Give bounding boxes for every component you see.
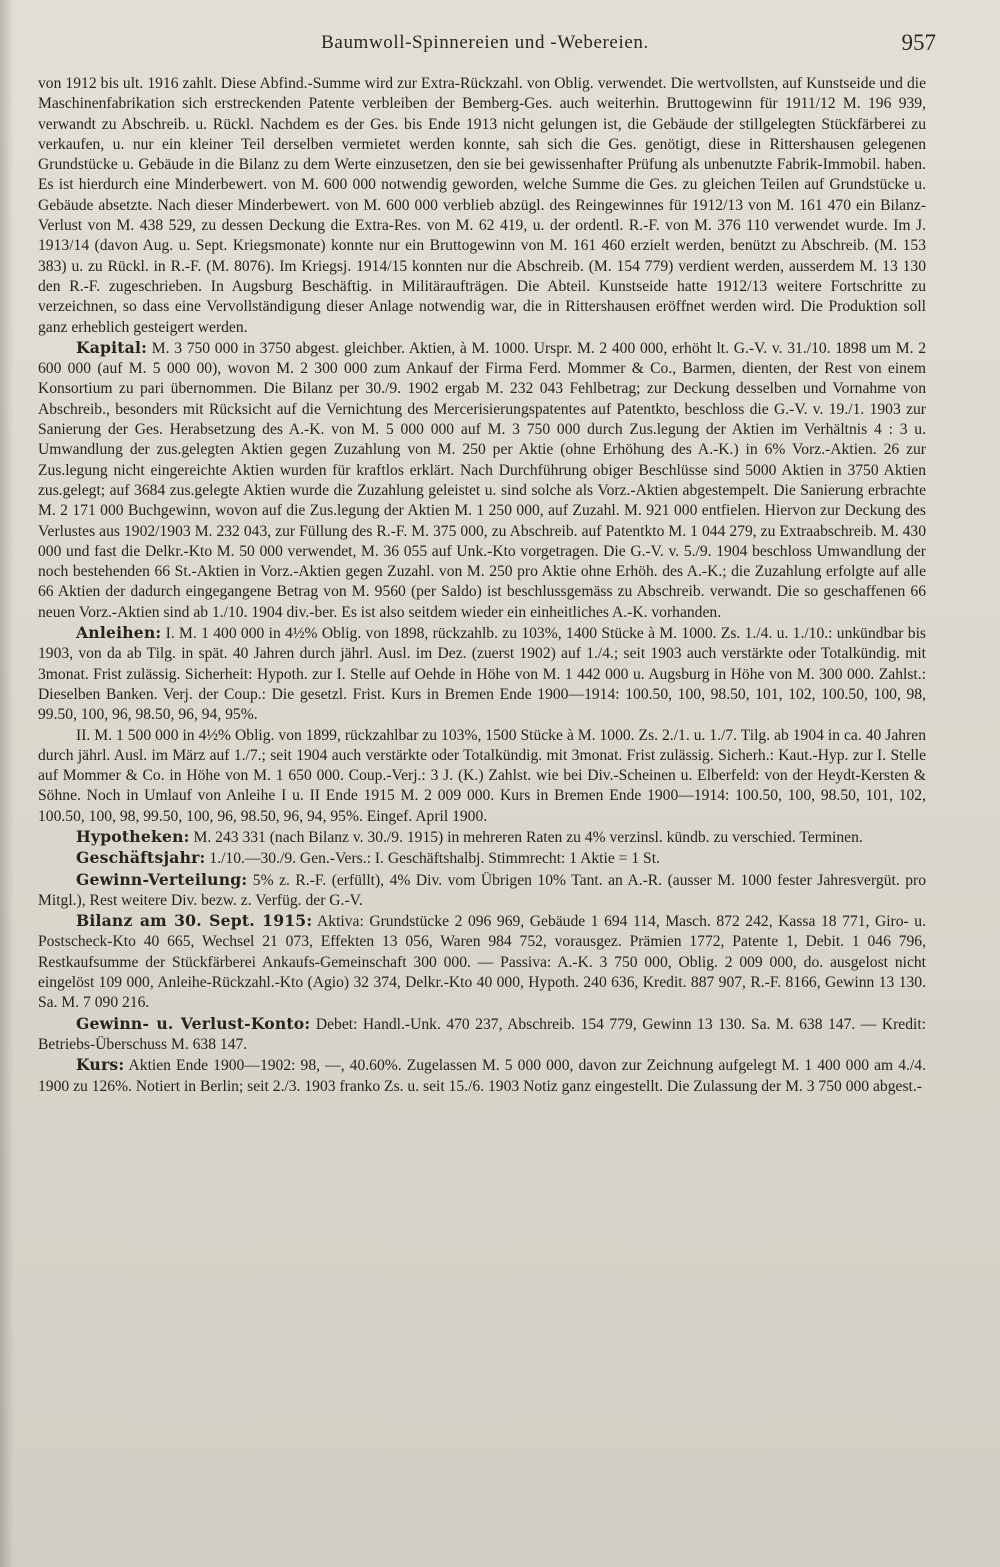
- paragraph-lead: Geschäftsjahr:: [76, 848, 206, 868]
- paragraph-lead: Gewinn-Verteilung:: [76, 869, 248, 889]
- paragraph-text: Debet: Handl.-Unk. 470 237, Abschreib. 154 779, Gewinn 13 130. Sa. M. 638 147. — Kredit: Betriebs-Überschuss M. 638 147.: [38, 1015, 926, 1053]
- paragraph-gewinn-verlust: [38, 1014, 926, 1056]
- paragraph-kapital: [38, 338, 926, 623]
- paragraph-text: von 1912 bis ult. 1916 zahlt. Diese Abfind.-Summe wird zur Extra-Rückzahl. von Oblig. verwendet. Die wertvollsten, auf Kunstseide und die Maschinenfabrikation sich erstreckenden Patente verbleiben der Bemberg-Ges. auch weiterhin. Bruttogewinn für 1911/12 M. 196 939, verwandt zu Abschreib. u. Rückl. Nachdem es der Ges. bis Ende 1913 nicht gelungen ist, die Gebäude der stillgelegten Stückfärberei zu verkaufen, u. nur ein kleiner Teil derselben vermietet werden konnte, sah sich die Ges. genötigt, diese in Rittershausen gelegenen Grundstücke u. Gebäude in die Bilanz zu dem Werte einzusetzen, den sie bei gewissenhafter Prüfung als unbenutzte Fabrik-Immobil. haben. Es ist hierdurch eine Minderbewert. von M. 600 000 notwendig geworden, welche Summe die Ges. zu gleichen Teilen auf Grundstücke u. Gebäude absetzte. Nach dieser Minderbewert. von M. 600 000 verblieb abzügl. des Reingewinnes für 1912/13 von M. 161 470 ein Bilanz-Verlust von M. 438 529, zu dessen Deckung die Extra-Res. von M. 62 419, u. der ordentl. R.-F. von M. 376 110 verwendet wurde. Im J. 1913/14 (davon Aug. u. Sept. Kriegsmonate) konnte nur ein Bruttogewinn von M. 161 460 erzielt werden, benützt zu Abschreib. (M. 153 383) u. zu Rückl. in R.-F. (M. 8076). Im Kriegsj. 1914/15 konnten nur die Abschreib. (M. 154 779) verdient werden, ausserdem M. 13 130 den R.-F. zugeschrieben. In Augsburg Beschäftig. in Militäraufträgen. Die Abteil. Kunstseide hatte 1912/13 weitere Fortschritte zu verzeichnen, so dass eine Vervollständigung dieser Anlage notwendig war, die in Rittershausen eröffnet werden wird. Die Produktion soll ganz erheblich gesteigert werden.: [38, 75, 926, 336]
- paragraph-text: 1./10.—30./9. Gen.-Vers.: I. Geschäftshalbj. Stimmrecht: 1 Aktie = 1 St.: [205, 850, 660, 868]
- paragraph-hypotheken: [38, 827, 926, 848]
- paragraph-gewinn-verteilung: [38, 870, 926, 912]
- paragraph-text: Aktien Ende 1900—1902: 98, —, 40.60%. Zugelassen M. 5 000 000, davon zur Zeichnung aufgelegt M. 1 400 000 am 4./4. 1900 zu 126%. Notiert in Berlin; seit 2./3. 1903 franko Zs. u. seit 15./6. 1903 Notiz ganz eingestellt. Die Zulassung der M. 3 750 000 abgest.-: [38, 1057, 926, 1095]
- page-header: [34, 24, 936, 64]
- paragraph-kurs: [38, 1055, 926, 1097]
- paragraph-lead: Kurs:: [76, 1055, 125, 1075]
- paragraph-anleihe-ii: [38, 726, 926, 827]
- paragraph-bilanz: [38, 911, 926, 1013]
- running-title: Baumwoll-Spinnereien und -Webereien.: [321, 32, 649, 53]
- paragraph-lead: Gewinn- u. Verlust-Konto:: [76, 1013, 311, 1033]
- paragraph-anleihen: [38, 623, 926, 725]
- paragraph-text: 5% z. R.-F. (erfüllt), 4% Div. vom Übrigen 10% Tant. an A.-R. (ausser M. 1000 fester Jahresvergüt. pro Mitgl.), Rest weitere Div. bezw. z. Verfüg. der G.-V.: [38, 871, 926, 909]
- paragraph-text: M. 3 750 000 in 3750 abgest. gleichber. Aktien, à M. 1000. Urspr. M. 2 400 000, erhöht lt. G.-V. v. 31./10. 1898 um M. 2 600 000 (auf M. 5 000 00), wovon M. 2 300 000 zum Ankauf der Firma Ferd. Mommer & Co., Barmen, dienten, der Rest von einem Konsortium zu pari übernommen. Die Bilanz per 30./9. 1902 ergab M. 232 043 Fehlbetrag; zur Deckung desselben und Vornahme von Abschreib., besonders mit Rücksicht auf die Vernichtung des Mercerisierungspatentes auf Patentkto, beschloss die G.-V. v. 19./1. 1903 zur Sanierung der Ges. Herabsetzung des A.-K. von M. 5 000 000 auf M. 3 750 000 durch Zus.legung der Aktien im Verhältnis 4 : 3 u. Umwandlung der zus.gelegten Aktien gegen Zuzahlung von M. 250 per Aktie (ohne Erhöhung des A.-K.) in 6% Vorz.-Aktien. 26 zur Zus.legung nicht eingereichte Aktien wurden für kraftlos erklärt. Nach Durchführung obiger Beschlüsse sind 5000 Aktien in 3750 Aktien zus.gelegt; auf 3684 zus.gelegte Aktien wurde die Zuzahlung geleistet u. sind solche als Vorz.-Aktien abgestempelt. Die Sanierung erbrachte M. 2 171 000 Buchgewinn, wovon auf die Zus.legung der Aktien M. 1 250 000, auf Zuzahl. M. 921 000 entfielen. Hiervon zur Deckung des Verlustes aus 1902/1903 M. 232 043, zur Füllung des R.-F. M. 375 000, zu Abschreib. auf Patentkto M. 1 044 279, zu Extraabschreib. M. 430 000 und fast die Delkr.-Kto M. 50 000 verwendet, M. 36 055 auf Unk.-Kto vorgetragen. Die G.-V. v. 5./9. 1904 beschloss Umwandlung der noch bestehenden 66 St.-Aktien in Vorz.-Aktien gegen Zuzahl. von M. 250 pro Aktie ohne Erhöh. des A.-K.; die Zuzahlung erfolgte auf alle 66 Aktien der dadurch eingegangene Betrag von M. 9560 (per Saldo) ist beschlussgemäss zu Abschreib. verwandt. Die so geschaffenen 66 neuen Vorz.-Aktien sind ab 1./10. 1904 div.-ber. Es ist also seitdem wieder ein einheitliches A.-K. vorhanden.: [38, 339, 926, 621]
- paragraph-text: I. M. 1 400 000 in 4½% Oblig. von 1898, rückzahlb. zu 103%, 1400 Stücke à M. 1000. Zs. 1./4. u. 1./10.: unkündbar bis 1903, von da ab Tilg. in spät. 40 Jahren durch jährl. Ausl. im Dez. (zuerst 1902) auf 1./4.; seit 1903 auch verstärkte oder Totalkündig. mit 3monat. Frist zulässig. Sicherheit: Hypoth. zur I. Stelle auf Oehde in Höhe von M. 1 442 000 u. Augsburg in Höhe von M. 300 000. Zahlst.: Dieselben Banken. Verj. der Coup.: Die gesetzl. Frist. Kurs in Bremen Ende 1900—1914: 100.50, 100, 98.50, 101, 102, 100.50, 100, 98, 99.50, 100, 96, 98.50, 96, 94, 95%.: [38, 625, 926, 724]
- paragraph-text: Aktiva: Grundstücke 2 096 969, Gebäude 1 694 114, Masch. 872 242, Kassa 18 771, Giro- u. Postscheck-Kto 40 665, Wechsel 21 073, Effekten 13 056, Waren 984 752, vorausgez. Prämien 1772, Patente 1, Debit. 1 046 796, Restkaufsumme der Stückfärberei Ankaufs-Gemeinschaft 300 000. — Passiva: A.-K. 3 750 000, Oblig. 2 009 000, do. ausgelost nicht eingelöst 109 000, Anleihe-Rückzahl.-Kto (Agio) 32 374, Delkr.-Kto 40 000, Hypoth. 240 636, Kredit. 887 907, R.-F. 8166, Gewinn 13 130. Sa. M. 7 090 216.: [38, 913, 926, 1012]
- page-number: 957: [901, 30, 936, 55]
- paragraph-lead: Hypotheken:: [76, 826, 190, 846]
- paragraph-intro: [38, 74, 926, 338]
- paragraph-text: M. 243 331 (nach Bilanz v. 30./9. 1915) in mehreren Raten zu 4% verzinsl. kündb. zu verschied. Terminen.: [189, 828, 863, 846]
- paragraph-lead: Kapital:: [76, 337, 148, 357]
- paragraph-lead: Bilanz am 30. Sept. 1915:: [76, 911, 313, 931]
- paragraph-geschaeftsjahr: [38, 848, 926, 869]
- body-text: [38, 74, 926, 1097]
- paragraph-lead: Anleihen:: [76, 623, 162, 643]
- paragraph-text: II. M. 1 500 000 in 4½% Oblig. von 1899, rückzahlbar zu 103%, 1500 Stücke à M. 1000. Zs. 2./1. u. 1./7. Tilg. ab 1904 in ca. 40 Jahren durch jährl. Ausl. im März auf 1./7.; seit 1904 auch verstärkte oder Totalkündig. mit 3monat. Frist zulässig. Sicherh.: Kaut.-Hyp. zur I. Stelle auf Mommer & Co. in Höhe von M. 1 650 000. Coup.-Verj.: 3 J. (K.) Zahlst. wie bei Div.-Scheinen u. Elberfeld: von der Heydt-Kersten & Söhne. Noch in Umlauf von Anleihe I u. II Ende 1915 M. 2 009 000. Kurs in Bremen Ende 1900—1914: 100.50, 100, 98.50, 101, 102, 100.50, 100, 98, 99.50, 100, 96, 98.50, 96, 94, 95%. Eingef. April 1900.: [38, 726, 926, 825]
